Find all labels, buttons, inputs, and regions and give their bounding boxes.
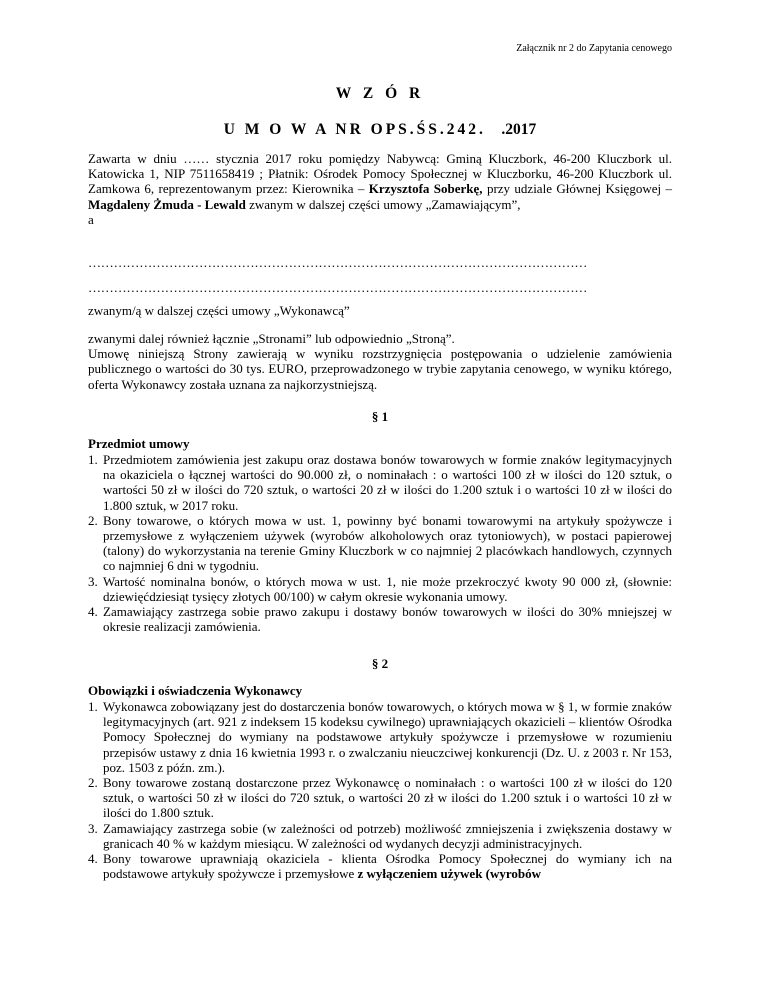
section-1-list (88, 452, 672, 634)
list-number: 4. (88, 604, 98, 620)
list-number: 3. (88, 573, 98, 589)
list-text: Bony towarowe zostaną dostarczone przez Wykonawcę o nominałach : o wartości 100 zł w ilości do 120 sztuk, o wartości 50 zł w ilości do 720 sztuk, o wartości 20 zł w ilości do 1.200 sztuk i o wartości 10 zł w ilości do 1.800 sztuk. (103, 775, 672, 821)
contract-title (88, 121, 672, 139)
list-item (88, 574, 672, 604)
list-item (88, 821, 672, 851)
intro-text-3: zwanym w dalszej części umowy „Zamawiającym”, (245, 196, 521, 212)
list-text: Zamawiający zastrzega sobie prawo zakupu i dostawy bonów towarowych w ilości do 30% mniejszej w okresie realizacji zamówienia. (103, 604, 672, 635)
list-number: 1. (88, 452, 98, 467)
contract-title-main: U M O W A NR OPS.ŚS.242. (223, 121, 486, 138)
list-number: 4. (88, 851, 98, 867)
parties-paragraph (88, 331, 672, 392)
list-number: 2. (88, 512, 98, 528)
section-2-heading: Obowiązki i oświadczenia Wykonawcy (88, 683, 303, 698)
section-2-list (88, 699, 672, 881)
list-text: Wykonawca zobowiązany jest do dostarczenia bonów towarowych, o których mowa w § 1, w formie znaków legitymacyjnych (art. 921 z indeksem 15 kodeksu cywilnego) uprawniających okazicieli – klientów Ośrodka Pomocy Społecznej do wymiany na podstawowe artykuły spożywcze i przemysłowe w rozumieniu przepisów ustawy z dnia 16 kwietnia 1993 r. o zwalczaniu nieuczciwej konkurencji (Dz. U. z 2003 r. Nr 153, poz. 1503 z późn. zm.). (103, 699, 672, 775)
list-number: 1. (88, 699, 98, 714)
contractor-dots-line-1: ……………………………………………………………………………………………………… (88, 255, 588, 270)
list-item (88, 452, 672, 513)
contractor-label: zwanym/ą w dalszej części umowy „Wykonawcą” (88, 303, 350, 318)
list-text: Zamawiający zastrzega sobie (w zależności od potrzeb) możliwość zmniejszenia i zwiększenia dostawy w granicach 40 % w każdym miesiącu. W zależności od wydanych decyzji administracyjnych. (103, 820, 672, 851)
parties-text: zwanymi dalej również łącznie „Stronami” lub odpowiednio „Stroną”. (88, 331, 455, 346)
list-item (88, 604, 672, 634)
list-text: Wartość nominalna bonów, o których mowa w ust. 1, nie może przekroczyć kwoty 90 000 zł, (słownie: dziewięćdziesiąt tysięcy złotych 00/100) w całym okresie wykonania umowy. (103, 573, 672, 604)
list-item (88, 775, 672, 821)
template-title: W Z Ó R (335, 85, 425, 102)
section-2-symbol: § 2 (371, 656, 389, 671)
list-text-bold: z wyłączeniem używek (wyrobów (357, 866, 542, 882)
section-1-heading: Przedmiot umowy (88, 436, 190, 451)
contract-title-year: .2017 (501, 121, 537, 138)
attachment-note: Załącznik nr 2 do Zapytania cenowego (516, 43, 672, 54)
intro-paragraph (88, 151, 672, 227)
contractor-dots-line-2: ……………………………………………………………………………………………………… (88, 280, 588, 295)
list-text: Bony towarowe, o których mowa w ust. 1, powinny być bonami towarowymi na artykuły spożywcze i przemysłowe z wyłączeniem używek (wyrobów alkoholowych oraz tytoniowych), w postaci papierowej (talony) do wykorzystania na terenie Gminy Kluczbork w co najmniej 2 placówkach handlowych, czynnych co najmniej 6 dni w tygodniu. (103, 512, 672, 574)
list-number: 2. (88, 775, 98, 791)
list-text: Przedmiotem zamówienia jest zakupu oraz dostawa bonów towarowych w formie znaków legitymacyjnych na okaziciela o łącznej wartości do 90.000 zł, o nominałach : o wartości 100 zł w ilości do 120 sztuk, o wartości 50 zł w ilości do 720 sztuk, o wartości 20 zł w ilości do 1.200 sztuk i o wartości 10 zł w ilości do 1.800 sztuk, w 2017 roku. (103, 452, 672, 513)
accountant-name: Magdaleny Żmuda - Lewald (88, 196, 246, 212)
list-number: 3. (88, 820, 98, 836)
list-item (88, 699, 672, 775)
intro-and: a (88, 211, 94, 227)
list-item (88, 513, 672, 574)
basis-text: Umowę niniejszą Strony zawierają w wyniku rozstrzygnięcia postępowania o udzielenie zamówienia publicznego o wartości do 30 tys. EURO, przeprowadzonego w trybie zapytania cenowego, w wyniku którego, oferta Wykonawcy została uznana za najkorzystniejszą. (88, 346, 672, 392)
list-text: Bony towarowe uprawniają okaziciela - klienta Ośrodka Pomocy Społecznej do wymiany ich na podstawowe artykuły spożywcze i przemysłowe (103, 851, 672, 882)
director-name: Krzysztofa Soberkę, (368, 181, 483, 197)
list-item (88, 851, 672, 881)
intro-text-1: Zawarta w dniu …… stycznia 2017 roku pomiędzy Nabywcą: Gminą Kluczbork, 46-200 Kluczbork ul. Katowicka 1, NIP 7511658419 ; Płatnik: Ośrodek Pomocy Społecznej w Kluczborku, 46-200 Kluczbork ul. Zamkowa 6, reprezentowanym przez: Kierownika – (88, 151, 672, 197)
intro-text-2: przy udziale Głównej Księgowej – (482, 181, 672, 197)
section-1-symbol: § 1 (371, 409, 389, 424)
